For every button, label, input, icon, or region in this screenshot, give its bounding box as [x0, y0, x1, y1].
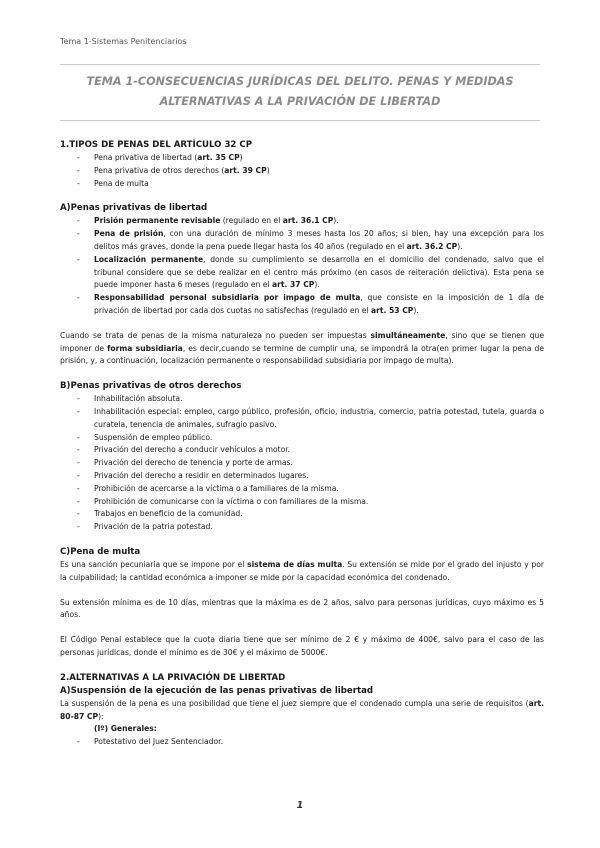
section-heading-c: C)Pena de multa: [60, 546, 141, 557]
document-title: [60, 72, 540, 112]
list-item: - Pena privativa de otros derechos (art. 39 CP): [77, 165, 270, 175]
title-line-1: TEMA 1-CONSECUENCIAS JURÍDICAS DEL DELITO. PENAS Y MEDIDAS: [86, 75, 514, 88]
list-item: - Privación del derecho de tenencia y porte de armas.: [77, 458, 293, 468]
title-line-2: ALTERNATIVAS A LA PRIVACIÓN DE LIBERTAD: [159, 95, 441, 108]
paragraph: Su extensión mínima es de 10 días, mientras que la máxima es de 2 años, salvo para personas jurídicas, cuyo máximo es 5 años.: [60, 597, 544, 620]
list-item: - Prisión permanente revisable (regulado en el art. 36.1 CP).: [77, 216, 339, 226]
section-heading-a: A)Penas privativas de libertad: [60, 203, 208, 214]
list-item: - Prohibición de acercarse a la víctima o a familiares de la misma.: [77, 483, 339, 493]
list-item: - Suspensión de empleo público.: [77, 432, 213, 442]
list-item: - Potestativo del Juez Sentenciador.: [77, 737, 223, 747]
list-item: - Responsabilidad personal subsidiaria por impago de multa, que consiste en la imposición de 1 día de privación de libertad por cada dos cuotas no satisfechas (regulado en el art. 53 CP).: [77, 293, 544, 315]
paragraph: El Código Penal establece que la cuota diaria tiene que ser mínimo de 2 € y máximo de 400€, salvo para el caso de las personas jurídicas, donde el mínimo es de 30€ y el máximo de 5000€.: [60, 635, 544, 657]
header-rule: [60, 64, 540, 65]
section-heading-1: 1.TIPOS DE PENAS DEL ARTÍCULO 32 CP: [60, 140, 252, 150]
liberty-penalties-list: [60, 215, 544, 317]
list-item: - Privación del derecho a residir en determinados lugares.: [77, 470, 309, 480]
document-body: [60, 139, 544, 749]
running-header: Tema 1-Sistemas Penitenciarios: [60, 37, 187, 46]
section-heading-2: 2.ALTERNATIVAS A LA PRIVACIÓN DE LIBERTAD: [60, 672, 286, 683]
list-item: - Privación de la patria potestad.: [77, 522, 213, 532]
list-item: - Prohibición de comunicarse con la víctima o con familiares de la misma.: [77, 496, 369, 506]
list-item: - Privación del derecho a conducir vehículos a motor.: [77, 445, 291, 455]
list-item: - Trabajos en beneficio de la comunidad.: [77, 509, 243, 519]
list-item: - Pena de multa: [77, 178, 149, 188]
list-item: - Pena de prisión, con una duración de mínimo 3 meses hasta los 20 años; si bien, hay una excepción para los delitos más graves, donde la pena puede llegar hasta los 40 años (regulado en el art. 36.2 CP).: [77, 229, 544, 251]
list-item: - Inhabilitación absoluta.: [77, 394, 183, 404]
list-item: - Pena privativa de libertad (art. 35 CP): [77, 153, 243, 162]
page-number: 1: [296, 800, 304, 811]
requirements-list: [60, 736, 544, 749]
list-item: - Localización permanente, donde su cumplimiento se desarrolla en el domicilio del condenado, salvo que el tribunal considere que se debe realizar en el centro más próximo (en casos de reiteración delictiva). Esta pena se puede imponer hasta 6 meses (regulado en el art. 37 CP).: [77, 254, 544, 290]
title-rule: [60, 120, 540, 121]
paragraph: Cuando se trata de penas de la misma naturaleza no pueden ser impuestas simultáneamente, sino que se tienen que imponer de forma subsidiaria, es decir,cuando se termine de cumplir una, se impondrá la otra(en primer lugar la pena de prisión, y, a continuación, localización permanente o responsabilidad subsidiaria por impago de multa).: [60, 330, 545, 366]
paragraph: Es una sanción pecuniaria que se impone por el sistema de días multa. Su extensión se mide por el grado del injusto y por la culpabilidad; la cantidad económica a imponer se mide por la capacidad económica del condenado.: [60, 559, 544, 582]
paragraph: La suspensión de la pena es una posibilidad que tiene el juez siempre que el condenado cumpla una serie de requisitos (art. 80-87 CP):: [60, 698, 544, 721]
penalty-types-list: [60, 152, 544, 190]
list-item: - Inhabilitación especial: empleo, cargo público, profesión, oficio, industria, comercio, patria potestad, tutela, guarda o curatela, tenencia de animales, sufragio pasivo.: [77, 406, 544, 429]
generales-label: (Iº) Generales:: [94, 724, 157, 734]
subsection-heading: A)Suspensión de la ejecución de las penas privativas de libertad: [60, 685, 374, 696]
section-heading-b: B)Penas privativas de otros derechos: [60, 381, 242, 392]
rights-penalties-list: [60, 393, 544, 534]
